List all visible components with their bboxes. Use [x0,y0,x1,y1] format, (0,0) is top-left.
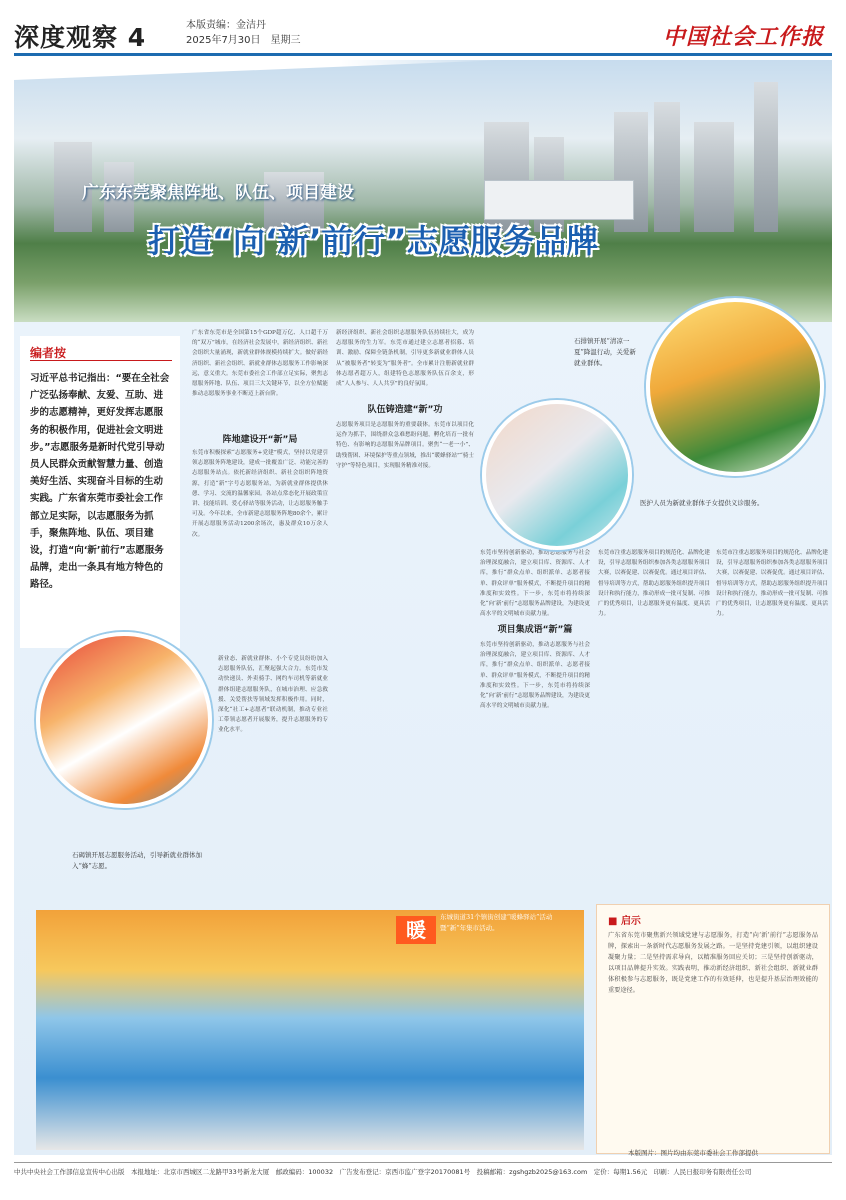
photo-caption: 东城街道31个镇街创建“暖蜂驿站”活动暨“新”年集市活动。 [440,913,553,932]
article-column: 东莞市坚持创新驱动，推动志愿服务与社会治理深度融合，建立项目库、资源库、人才库，推行“群众点单、组织派单、志愿者接单、群众评单”服务模式，不断提升项目的精准度和实效性。下一步，东莞市将持续深化“向‘新’前行”志愿服务品牌建设，为建设更高水平的文明城市贡献力量。 [480,550,590,618]
article-column: 东莞市积极探索“志愿服务+党建”模式，坚持以党建引领志愿服务阵地建设，建成一批覆盖广泛、功能完善的志愿服务站点。依托新经济组织、新社会组织阵地资源，打造“新”字号志愿服务站，为新就业群体提供休憩、学习、交流的温馨家园。各站点常态化开展政策宣讲、技能培训、爱心驿站等服务活动，让志愿服务触手可及。今年以来，全市新建志愿服务阵地80余个，累计开展志愿服务活动1200余场次，惠及群众10万余人次。 [192,450,328,538]
section-heading-team: 队伍铸造建“新”功 [367,405,443,415]
article-column: 东莞市坚持创新驱动，推动志愿服务与社会治理深度融合，建立项目库、资源库、人才库，推行“群众点单、组织派单、志愿者接单、群众评单”服务模式，不断提升项目的精准度和实效性。下一步，东莞市将持续深化“向‘新’前行”志愿服务品牌建设，为建设更高水平的文明城市贡献力量。 [480,642,590,710]
article-column: 东莞市注重志愿服务项目的规范化、品牌化建设，引导志愿服务组织参加各类志愿服务项目大赛，以赛促建、以赛促优。通过项目评估、督导培训等方式，帮助志愿服务组织提升项目设计和执行能力，推动形成一批可复制、可推广的优秀项目，让志愿服务更有温度、更具活力。 [598,550,710,618]
header-rule [14,53,832,56]
inspiration-heading-text: 启示 [620,916,641,927]
editor-note-rule [30,360,172,361]
section-title: 深度观察 4 [14,23,147,52]
photo-medical-service [482,400,632,550]
photo-caption: 石排镇开展“清凉一夏”降温行动，关爱新就业群体。 [574,337,636,367]
page-editor: 本版责编：金洁丹 [186,20,266,31]
editor-note-body: 习近平总书记指出：“要在全社会广泛弘扬奉献、友爱、互助、进步的志愿精神，更好发挥志愿服务的积极作用，促进社会文明进步。”志愿服务是新时代党引导动员人民群众贡献智慧力量、创造美好生活、实现奋斗目标的生动实践。广东省东莞市委社会工作部立足实际，以志愿服务为抓手，聚焦阵地、队伍、项目建设，打造“向‘新’前行”志愿服务品牌，走出一条具有地方特色的路径。 [30,373,170,591]
article-column: 新经济组织、新社会组织志愿服务队伍持续壮大，成为志愿服务的生力军。东莞市通过建立志愿者招募、培训、激励、保障全链条机制，引导更多新就业群体人员从“被服务者”转变为“服务者”。全市累计注册新就业群体志愿者超万人，组建特色志愿服务队伍百余支，形成“人人参与、人人共享”的良好氛围。 [336,330,474,388]
issue-date: 2025年7月30日 星期三 [186,35,301,46]
hero-title: 打造“向‘新’前行”志愿服务品牌 [148,222,599,260]
photo-caption: 石碣镇开展志愿服务活动，引导新就业群体加入“蜂”志愿。 [72,851,202,870]
issue-info [186,18,301,48]
photo-volunteer-event [36,632,212,808]
article-column: 广东省东莞市是全国第15个GDP超万亿、人口超千万的“双万”城市，在经济社会发展中，新经济组织、新社会组织大量涌现，新就业群体规模持续扩大。做好新经济组织、新社会组织、新就业群体志愿服务工作影响深远，意义重大。东莞市委社会工作部立足实际，聚焦志愿服务阵地、队伍、项目三大关键环节，以全方位赋能推动志愿服务事业不断迈上新台阶。 [192,330,328,398]
article-column: 新业态、新就业群体、小个专党员纷纷加入志愿服务队伍，汇聚起强大合力。东莞市发动快递员、外卖骑手、网约车司机等新就业群体组建志愿服务队，在城市治理、应急救援、关爱帮扶等领域发挥积极作用。同时，深化“社工+志愿者”联动机制，推动专业社工带领志愿者开展服务，提升志愿服务的专业化水平。 [218,656,328,734]
newspaper-logo: 中国社会工作报 [662,24,824,50]
photo-credit: 本版图片：图片均由东莞市委社会工作部提供 [628,1149,758,1157]
article-column: 志愿服务项目是志愿服务的重要载体。东莞市以项目化运作为抓手，围绕群众急难愁盼问题，孵化培育一批有特色、有影响的志愿服务品牌项目。聚焦“一老一小”、助残帮困、环境保护等重点领域，推出“暖蜂驿站”“骑士守护”等特色项目，实现服务精准对接。 [336,422,474,469]
inspiration-heading: ■ 启示 [608,916,641,927]
banner-sign: 暖 [396,916,436,944]
photo-group-activity [36,910,584,1150]
section-heading-project: 项目集成语“新”篇 [497,625,573,635]
photo-caption: 医护人员为新就业群体子女提供义诊服务。 [640,499,764,507]
hero-subtitle: 广东东莞聚焦阵地、队伍、项目建设 [82,183,354,203]
article-column: 东莞市注重志愿服务项目的规范化、品牌化建设，引导志愿服务组织参加各类志愿服务项目大赛，以赛促建、以赛促优。通过项目评估、督导培训等方式，帮助志愿服务组织提升项目设计和执行能力，推动形成一批可复制、可推广的优秀项目，让志愿服务更有温度、更具活力。 [716,550,828,618]
photo-cooling-action [646,298,824,476]
editor-note-heading: 编者按 [30,346,67,360]
inspiration-body: 广东省东莞市聚焦新兴领域党建与志愿服务，打造“向‘新’前行”志愿服务品牌，探索出一条新时代志愿服务发展之路。一是坚持党建引领，以组织建设凝聚力量；二是坚持需求导向，以精准服务回应关切；三是坚持创新驱动，以项目品牌提升实效。实践表明，推动新经济组织、新社会组织、新就业群体积极参与志愿服务，既是党建工作的有效延伸，也是提升基层治理效能的重要途径。 [608,932,818,994]
footer-imprint: 中共中央社会工作部信息宣传中心出版 本报地址：北京市西城区二龙路甲33号新龙大厦 邮政编码：100032 广告发布登记：京西市监广登字20170081号 投稿邮箱：zgshgzb2025@163.com 定价：每期1.56元 印刷：人民日报印务有限责任公司 [14,1162,832,1176]
section-heading-position: 阵地建设开“新”局 [222,435,298,445]
